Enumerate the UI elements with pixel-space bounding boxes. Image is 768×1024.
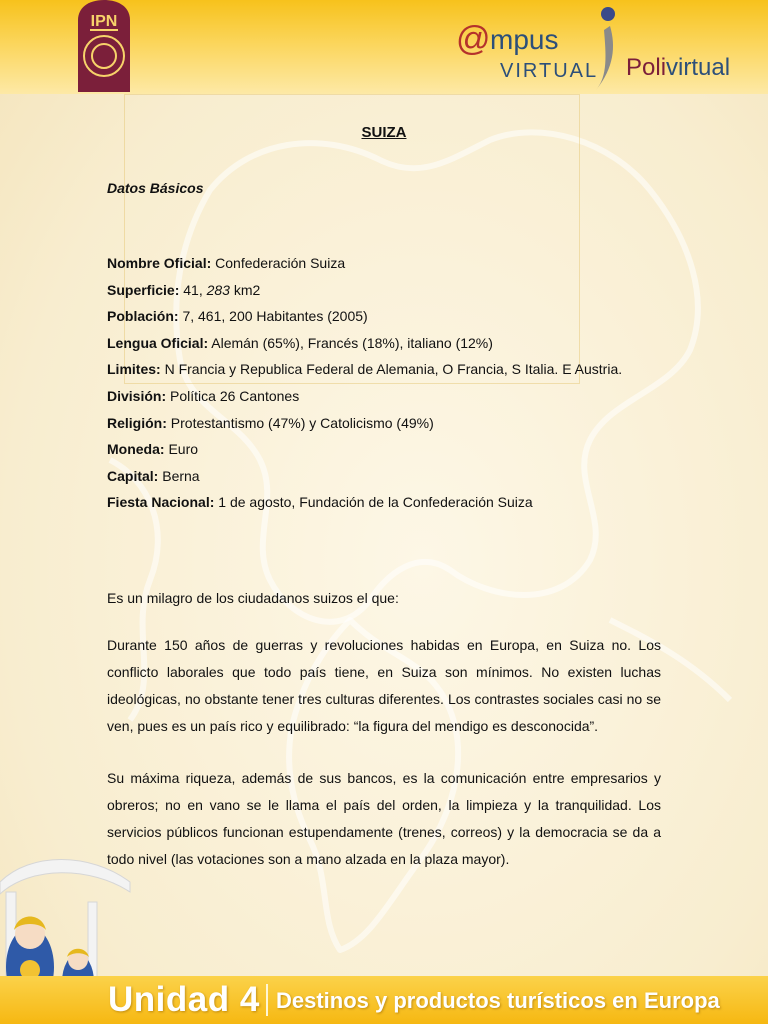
footer-separator bbox=[266, 984, 268, 1016]
fact-superficie: Superficie: 41, 283 km2 bbox=[107, 281, 261, 298]
virtual-word: VIRTUAL bbox=[500, 60, 599, 82]
fact-moneda: Moneda: Euro bbox=[107, 441, 199, 458]
campus-at-symbol: @ bbox=[456, 20, 491, 58]
fact-division: División: Política 26 Cantones bbox=[107, 387, 300, 404]
fact-limites: Limites: N Francia y Republica Federal de Alemania, O Francia, S Italia. E Austria. bbox=[107, 361, 623, 378]
svg-text:IPN: IPN bbox=[90, 13, 118, 30]
intro-text: Es un milagro de los ciudadanos suizos el que: bbox=[107, 590, 399, 606]
fact-nombre-oficial: Nombre Oficial: Confederación Suiza bbox=[107, 255, 346, 271]
section-title: Datos Básicos bbox=[107, 180, 204, 196]
fact-fiesta-nacional: Fiesta Nacional: 1 de agosto, Fundación de la Confederación Suiza bbox=[107, 494, 533, 511]
facts-list bbox=[107, 250, 627, 516]
paragraph-1: Durante 150 años de guerras y revoluciones habidas en Europa, en Suiza no. Los conflicto laborales que todo país tiene, en Suiza son mínimos. No existen luchas ideológicas, no obstante tener tres culturas diferentes. Los contrastes sociales casi no se ven, pues es un país rico y equilibrado: “la figura del mendigo es desconocida”. bbox=[107, 637, 661, 734]
campus-virtual-logo bbox=[452, 14, 762, 98]
unit-label: Unidad 4 bbox=[108, 980, 260, 1019]
campus-word: mpus bbox=[490, 24, 559, 55]
fact-religion: Religión: Protestantismo (47%) y Catolicismo (49%) bbox=[107, 414, 434, 431]
campus-swoosh-icon bbox=[590, 6, 626, 96]
fact-lengua-oficial: Lengua Oficial: Alemán (65%), Francés (18%), italiano (12%) bbox=[107, 334, 493, 351]
course-title: Destinos y productos turísticos en Europa bbox=[276, 988, 720, 1013]
ipn-logo bbox=[68, 0, 140, 92]
fact-capital: Capital: Berna bbox=[107, 467, 200, 484]
page-title: SUIZA bbox=[361, 124, 407, 141]
paragraph-2: Su máxima riqueza, además de sus bancos, es la comunicación entre empresarios y obreros; no en vano se le llama el país del orden, la limpieza y la tranquilidad. Los servicios públicos funcionan estupendamente (trenes, correos) y la democracia se da a todo nivel (las votaciones son a mano alzada en la plaza mayor). bbox=[107, 770, 661, 867]
fact-poblacion: Población: 7, 461, 200 Habitantes (2005) bbox=[107, 308, 368, 325]
polivirtual-word: Polivirtual bbox=[626, 54, 731, 81]
